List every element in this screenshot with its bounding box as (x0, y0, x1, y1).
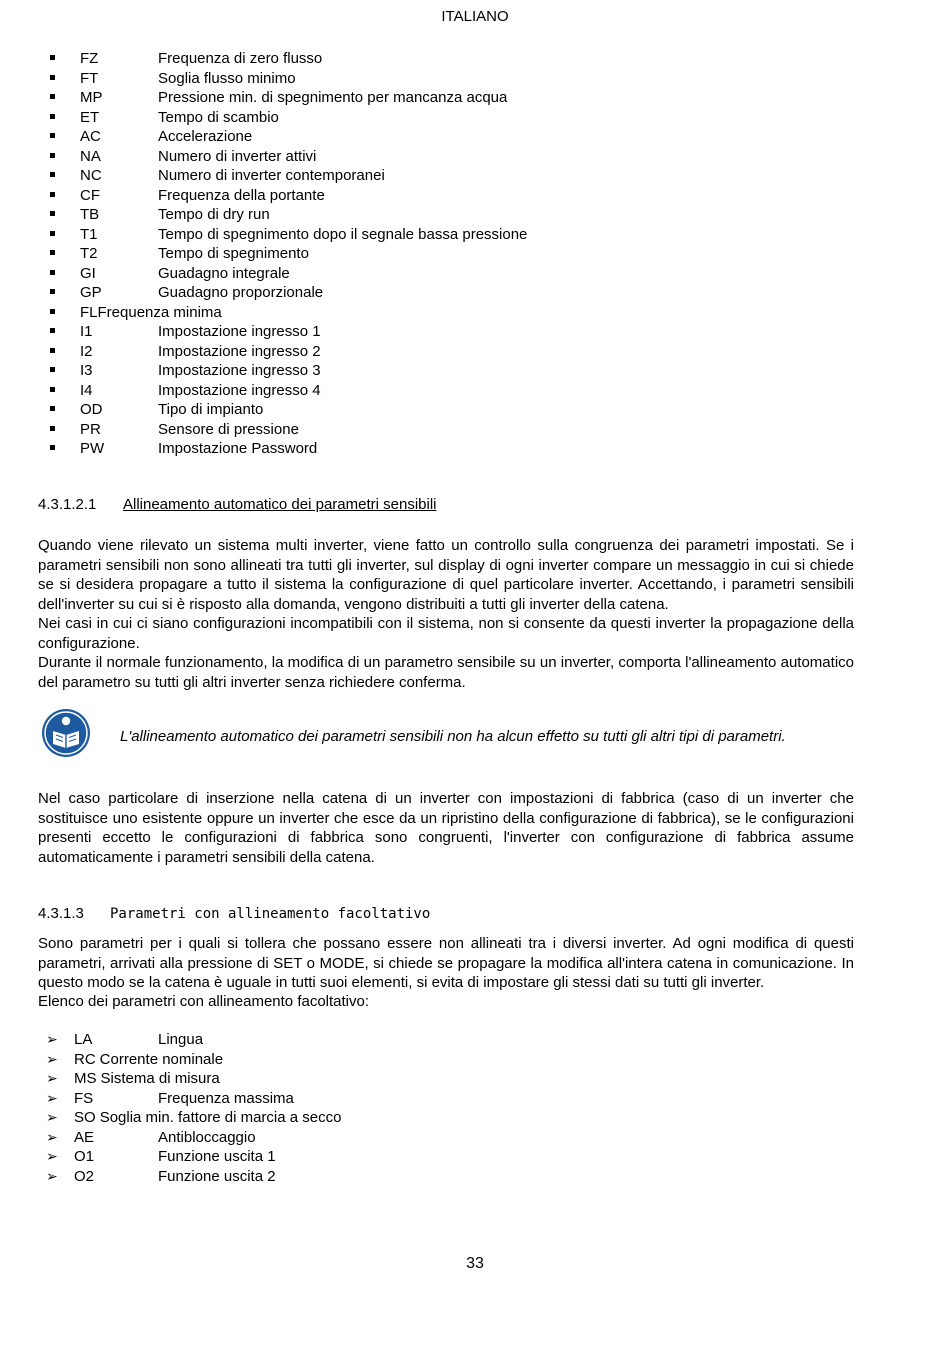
list-item (46, 1147, 866, 1167)
param-code: I4 (80, 381, 93, 399)
param-description: Soglia flusso minimo (158, 69, 296, 87)
list-item (46, 439, 866, 459)
param-description: Impostazione ingresso 2 (158, 342, 321, 360)
note-text: L'allineamento automatico dei parametri sensibili non ha alcun effetto su tutti gli altri tipi di parametri. (120, 728, 786, 745)
list-item (46, 342, 866, 362)
paragraph: Elenco dei parametri con allineamento facoltativo: (38, 993, 370, 1010)
paragraph: Sono parametri per i quali si tollera che possano essere non allineati tra i diversi inverter. Ad ogni modifica di questi parametri, arrivati alla pressione di SET o MODE, si chiede se propagare la modifica all'intera catena in comunicazione. In questo modo se la catena è uguale in tutti suoi elementi, si evita di impostare gli stessi dati su tutti gli inverter. (38, 935, 854, 991)
arrow-bullet-icon: ➢ (46, 1070, 58, 1086)
list-item (46, 1167, 866, 1187)
param-description: Sensore di pressione (158, 420, 299, 438)
param-description: Frequenza massima (158, 1089, 294, 1107)
arrow-bullet-icon: ➢ (46, 1031, 58, 1047)
param-description: Guadagno proporzionale (158, 284, 324, 301)
param-code: NC (80, 167, 102, 184)
arrow-bullet-icon: ➢ (46, 1109, 58, 1125)
param-description: Tempo di scambio (158, 108, 279, 126)
square-bullet-icon (46, 88, 80, 108)
section-title: Parametri con allineamento facoltativo (110, 906, 431, 922)
list-item (46, 108, 866, 128)
param-description: Impostazione Password (158, 440, 318, 457)
square-bullet-icon (46, 322, 80, 342)
param-description: Funzione uscita 2 (158, 1167, 276, 1185)
list-item (46, 225, 866, 245)
param-code: PW (80, 440, 105, 457)
param-description: Tempo di spegnimento dopo il segnale bassa pressione (158, 225, 528, 243)
param-code: PR (80, 420, 101, 438)
param-code: MP (80, 89, 103, 106)
param-code: FT (80, 69, 99, 87)
param-code: ET (80, 108, 100, 126)
list-item (46, 1030, 866, 1050)
param-description: Impostazione ingresso 4 (158, 381, 321, 399)
square-bullet-icon (46, 283, 80, 303)
section-number: 4.3.1.2.1 (38, 496, 97, 513)
param-description: Tempo di spegnimento (158, 245, 309, 262)
list-item (46, 420, 866, 440)
param-code: SO (74, 1109, 96, 1126)
list-item (46, 1128, 866, 1148)
param-description: Tempo di dry run (158, 206, 270, 223)
arrow-bullet-icon: ➢ (46, 1050, 58, 1067)
param-code: LA (74, 1031, 93, 1048)
page-header: ITALIANO (441, 8, 509, 25)
param-code: O2 (74, 1167, 95, 1185)
read-manual-icon (41, 708, 91, 758)
param-code: T2 (80, 245, 98, 262)
param-description: Soglia min. fattore di marcia a secco (99, 1109, 342, 1126)
list-item (46, 127, 866, 147)
paragraph: Nei casi in cui ci siano configurazioni incompatibili con il sistema, non si consente da questi inverter la propagazione della configurazione. (38, 615, 854, 652)
param-code: GI (80, 264, 96, 282)
param-description: Impostazione ingresso 3 (158, 362, 321, 379)
param-code: NA (80, 147, 101, 165)
square-bullet-icon (46, 264, 80, 284)
list-item (46, 1089, 866, 1109)
param-code: CF (80, 186, 100, 204)
list-item (46, 1050, 866, 1070)
square-bullet-icon (46, 400, 80, 420)
param-description: Numero di inverter contemporanei (158, 167, 385, 184)
param-code: AC (80, 128, 101, 145)
square-bullet-icon (46, 127, 80, 147)
param-description: Funzione uscita 1 (158, 1148, 276, 1165)
param-code: I2 (80, 342, 93, 360)
param-code: GP (80, 284, 102, 301)
square-bullet-icon (46, 69, 80, 89)
arrow-bullet-icon: ➢ (46, 1128, 58, 1145)
square-bullet-icon (46, 303, 80, 323)
param-description: Impostazione ingresso 1 (158, 323, 321, 340)
list-item (46, 49, 866, 69)
param-code: MS (74, 1070, 97, 1087)
param-description: Guadagno integrale (158, 264, 290, 282)
param-description: Frequenza di zero flusso (158, 50, 323, 67)
square-bullet-icon (46, 205, 80, 225)
list-item (46, 1108, 866, 1128)
param-code: I3 (80, 362, 93, 379)
square-bullet-icon (46, 147, 80, 167)
list-item (46, 88, 866, 108)
paragraph: Quando viene rilevato un sistema multi inverter, viene fatto un controllo sulla congruenza dei parametri impostati. Se i parametri sensibili non sono allineati tra tutti gli inverter, sul display di ogni inverter compare un messaggio in cui si chiede se si desidera propagare a tutto il sistema la configurazione di quel particolare inverter. Accettando, i parametri sensibili dell'inverter su cui si è risposto alla domanda, vengono distribuiti a tutti gli inverter della catena. (38, 537, 854, 613)
square-bullet-icon (46, 420, 80, 440)
list-item (46, 381, 866, 401)
param-code: AE (74, 1128, 95, 1146)
param-description: Frequenza minima (97, 303, 222, 321)
list-item (46, 400, 866, 420)
param-description: Accelerazione (158, 128, 253, 145)
list-item (46, 361, 866, 381)
square-bullet-icon (46, 439, 80, 459)
arrow-bullet-icon: ➢ (46, 1148, 58, 1164)
param-description: Tipo di impianto (158, 401, 264, 418)
square-bullet-icon (46, 225, 80, 245)
section-number: 4.3.1.3 (38, 905, 84, 922)
param-code: FS (74, 1089, 94, 1107)
list-item (46, 283, 866, 303)
param-description: Lingua (158, 1031, 204, 1048)
square-bullet-icon (46, 49, 80, 69)
param-description: Frequenza della portante (158, 186, 325, 204)
list-item (46, 264, 866, 284)
square-bullet-icon (46, 361, 80, 381)
param-description: Numero di inverter attivi (158, 147, 317, 165)
param-description: Corrente nominale (99, 1050, 224, 1068)
list-item (46, 147, 866, 167)
param-code: FZ (80, 50, 99, 67)
arrow-bullet-icon: ➢ (46, 1089, 58, 1106)
page-number: 33 (466, 1255, 484, 1272)
list-item (46, 166, 866, 186)
sensitive-params-list (46, 49, 866, 459)
section-heading-auto-alignment (38, 496, 437, 513)
list-item (46, 205, 866, 225)
square-bullet-icon (46, 381, 80, 401)
param-code: T1 (80, 225, 98, 243)
param-description: Antibloccaggio (158, 1128, 256, 1146)
param-code: RC (74, 1050, 96, 1068)
square-bullet-icon (46, 186, 80, 206)
square-bullet-icon (46, 166, 80, 186)
paragraph: Durante il normale funzionamento, la modifica di un parametro sensibile su un inverter, comporta l'allineamento automatico del parametro su tutti gli altri inverter senza richiedere conferma. (38, 654, 854, 691)
list-item (46, 244, 866, 264)
param-code: FL (80, 303, 98, 321)
section-heading-optional-alignment (38, 905, 430, 922)
list-item (46, 322, 866, 342)
paragraph: Nel caso particolare di inserzione nella catena di un inverter con impostazioni di fabbrica (caso di un inverter che sostituisce uno esistente oppure un inverter che esce da un ripristino della configurazione di fabbrica), se le configurazioni presenti eccetto le configurazioni di fabbrica sono congruenti, l'inverter con configurazione di fabbrica assume automaticamente i parametri sensibili della catena. (38, 790, 854, 866)
square-bullet-icon (46, 108, 80, 128)
param-code: O1 (74, 1148, 95, 1165)
list-item (46, 1069, 866, 1089)
square-bullet-icon (46, 244, 80, 264)
list-item (46, 186, 866, 206)
param-description: Pressione min. di spegnimento per mancanza acqua (158, 89, 508, 106)
optional-params-list (46, 1030, 866, 1186)
param-code: I1 (80, 323, 93, 340)
arrow-bullet-icon: ➢ (46, 1167, 58, 1184)
param-description: Sistema di misura (100, 1070, 220, 1087)
list-item (46, 69, 866, 89)
param-code: OD (80, 401, 103, 418)
param-code: TB (80, 206, 100, 223)
square-bullet-icon (46, 342, 80, 362)
section-title: Allineamento automatico dei parametri sensibili (123, 496, 437, 513)
list-item (46, 303, 866, 323)
